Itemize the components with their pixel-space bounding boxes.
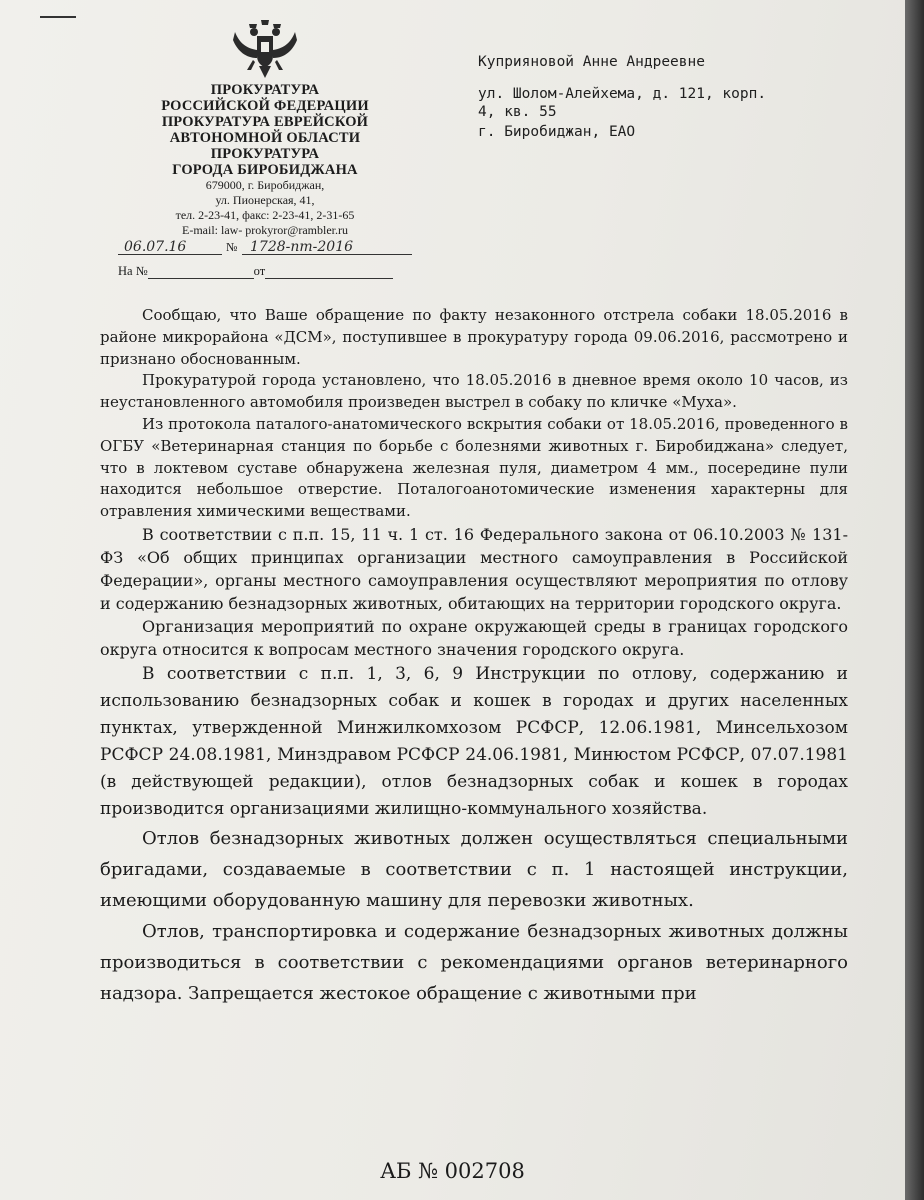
number-underline: [242, 254, 412, 255]
recipient-address-line-1: ул. Шолом-Алейхема, д. 121, корп.: [478, 86, 767, 102]
org-line-1: ПРОКУРАТУРА: [210, 82, 320, 98]
org-line-5: ПРОКУРАТУРА: [210, 146, 320, 162]
org-line-4: АВТОНОМНОЙ ОБЛАСТИ: [169, 130, 361, 146]
date-underline: [118, 254, 222, 255]
recipient-address-line-3: г. Биробиджан, ЕАО: [478, 124, 636, 140]
outgoing-number: 1728-пт-2016: [250, 239, 354, 255]
recipient-name: Куприяновой Анне Андреевне: [478, 54, 705, 70]
paragraph-2: Прокуратурой города установлено, что 18.05.2016 в дневное время около 10 часов, из неустановленного автомобиля произведен выстрел в собаку по кличке «Муха».: [100, 371, 848, 412]
paragraph-4: В соответствии с п.п. 15, 11 ч. 1 ст. 16 Федерального закона от 06.10.2003 № 131-ФЗ «Об общих принципах организации местного самоуправления в Российской Федерации», органы местного самоуправления осуществляют мероприятия по отлову и содержанию безнадзорных животных, обитающих на территории городского округа.: [100, 524, 848, 613]
ref-from-label: от: [253, 264, 266, 278]
paragraph-6: В соответствии с п.п. 1, 3, 6, 9 Инструкции по отлову, содержанию и использованию безнадзорных собак и кошек в городах и других населенных пунктах, утвержденной Минжилкомхозом РСФСР, 12.06.1981, Минсельхозом РСФСР 24.08.1981, Минздравом РСФСР 24.06.1981, Минюстом РСФСР, 07.07.1981 (в действующей редакции), отлов безнадзорных собак и кошек в городах производится организациями жилищно-коммунального хозяйства.: [100, 663, 848, 819]
letter-body: [100, 305, 848, 1009]
paragraph-5: Организация мероприятий по охране окружающей среды в границах городского округа относится к вопросам местного значения городского округа.: [100, 616, 848, 659]
ref-number-blank: [148, 266, 254, 279]
org-line-6: ГОРОДА БИРОБИДЖАНА: [172, 162, 358, 178]
org-line-2: РОССИЙСКОЙ ФЕДЕРАЦИИ: [161, 98, 369, 114]
form-serial-number: АБ № 002708: [380, 1159, 525, 1183]
org-line-3: ПРОКУРАТУРА ЕВРЕЙСКОЙ: [161, 114, 369, 130]
paragraph-7: Отлов безнадзорных животных должен осуществляться специальными бригадами, создаваемые в соответствии с п. 1 настоящей инструкции, имеющими оборудованную машину для перевозки животных.: [100, 827, 848, 911]
paragraph-8: Отлов, транспортировка и содержание безнадзорных животных должны производиться в соответствии с рекомендациями органов ветеринарного надзора. Запрещается жестокое обращение с животными при: [100, 920, 848, 1004]
double-headed-eagle-emblem-icon: [231, 18, 299, 80]
phone-fax-line: тел. 2-23-41, факс: 2-23-41, 2-31-65: [175, 208, 355, 222]
paragraph-3: Из протокола паталого-анатомического вскрытия собаки от 18.05.2016, проведенного в ОГБУ «Ветеринарная станция по борьбе с болезнями животных г. Биробиджана» следует, что в локтевом суставе обнаружена железная пуля, диаметром 4 мм., посередине пули находится небольшое отверстие. Поталогоанотомические изменения характерны для отравления химическими веществами.: [100, 414, 848, 521]
corner-mark: [40, 16, 76, 18]
outgoing-reference: [118, 240, 418, 256]
paragraph-1: Сообщаю, что Ваше обращение по факту незаконного отстрела собаки 18.05.2016 в районе микрорайона «ДСМ», поступившее в прокуратуру города 09.06.2016, рассмотрено и признано обоснованным.: [100, 306, 848, 368]
background-edge: [905, 0, 924, 1200]
ref-number-label: На №: [118, 264, 148, 278]
address-line-2: ул. Пионерская, 41,: [215, 193, 315, 207]
outgoing-number-label: №: [226, 240, 238, 254]
letterhead: [120, 18, 410, 238]
recipient-address-line-2: 4, кв. 55: [478, 104, 557, 120]
ref-date-blank: [265, 266, 393, 279]
outgoing-date: 06.07.16: [124, 239, 187, 255]
email-line: E-mail: law- prokyror@rambler.ru: [182, 223, 348, 237]
in-reply-to-line: [118, 264, 393, 279]
address-line-1: 679000, г. Биробиджан,: [205, 178, 325, 192]
